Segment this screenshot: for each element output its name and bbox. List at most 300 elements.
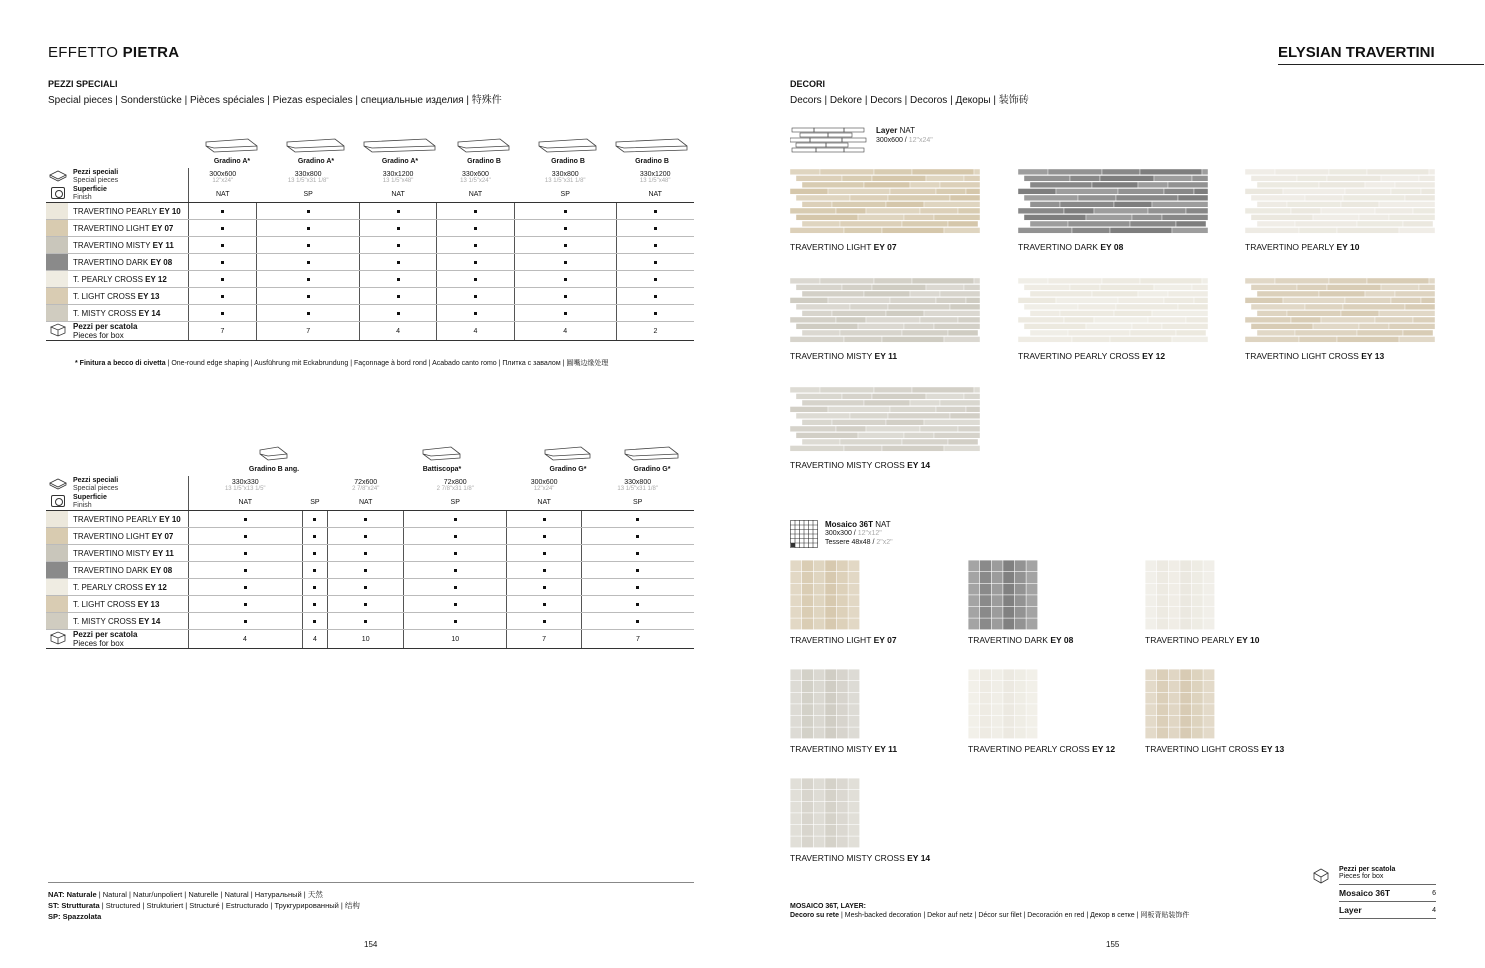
availability-dot (244, 518, 247, 521)
availability-dot (454, 518, 457, 521)
mosaic-tessere-inch: 2"x2" (876, 539, 893, 546)
piece-drawing (543, 444, 593, 462)
legend-abbr: SP: Spazzolata (48, 912, 102, 921)
availability-dot (543, 586, 546, 589)
availability-dot (474, 312, 477, 315)
mosaic-grid-icon (790, 520, 818, 548)
tile-name: TRAVERTINO MISTY CROSS (790, 853, 908, 863)
color-label: TRAVERTINO PEARLY (73, 206, 160, 216)
legend-line (48, 900, 694, 911)
row-icon-cell (46, 168, 70, 186)
availability-dot (364, 620, 367, 623)
piece-name: Gradino A* (297, 158, 335, 165)
availability-cell (188, 596, 302, 613)
row-label-it: Pezzi per scatola (73, 322, 138, 331)
size-cell (302, 476, 328, 494)
availability-cell (404, 596, 507, 613)
pieces-for-box-box (1312, 866, 1437, 919)
swatch-cell (46, 562, 70, 579)
tile-code: EY 11 (874, 744, 898, 754)
finish-legend (48, 882, 694, 922)
piece-name: Gradino G* (633, 466, 671, 473)
tile-name: TRAVERTINO DARK (968, 635, 1051, 645)
size-cell (581, 476, 694, 494)
legend-abbr: ST: Strutturata (48, 901, 100, 910)
availability-cell (257, 254, 359, 271)
tile-name: TRAVERTINO PEARLY (1245, 242, 1337, 252)
availability-dot (636, 552, 639, 555)
row-label-it: Pezzi per scatola (73, 630, 138, 639)
availability-cell (257, 305, 359, 322)
pfb-row (1339, 902, 1436, 919)
step-piece-drawing (285, 136, 347, 154)
finish-cell: SP (581, 494, 694, 511)
pfb-row (1339, 885, 1436, 902)
availability-cell (581, 545, 694, 562)
availability-dot (654, 227, 657, 230)
tile-code: EY 08 (1050, 635, 1074, 645)
swatch-cell (46, 288, 70, 305)
pfb-count: 6 (1429, 885, 1436, 902)
color-row (46, 254, 694, 271)
color-swatch (46, 203, 68, 219)
tile-name: TRAVERTINO PEARLY (1145, 635, 1237, 645)
special-pieces-table-1 (46, 168, 694, 341)
swatch-cell (46, 237, 70, 254)
color-label: TRAVERTINO MISTY (73, 240, 153, 250)
availability-dot (221, 244, 224, 247)
size-inch: 12"x24" (533, 485, 555, 492)
finish-icon (51, 187, 65, 199)
pfb-title: Pezzi per scatola (1339, 866, 1396, 873)
table1-column-head (526, 136, 610, 165)
mosaic-tile-image (1145, 669, 1215, 739)
availability-cell (507, 579, 581, 596)
box-count-cell: 4 (188, 630, 302, 649)
availability-cell (257, 220, 359, 237)
availability-cell (257, 288, 359, 305)
availability-cell (302, 579, 328, 596)
row-label (70, 630, 188, 649)
row-label (70, 168, 188, 186)
color-row (46, 596, 694, 613)
layer-tile-caption (1245, 242, 1360, 252)
legend-line (48, 889, 694, 900)
availability-cell (616, 237, 694, 254)
availability-cell (507, 613, 581, 630)
color-label: T. MISTY CROSS (73, 616, 139, 626)
color-code: EY 10 (159, 206, 181, 216)
row-label-en: Special pieces (73, 485, 119, 492)
availability-cell (328, 596, 404, 613)
row-icon-cell (46, 322, 70, 341)
availability-cell (616, 220, 694, 237)
size-cell (616, 168, 694, 186)
color-name (70, 613, 188, 630)
table1-column-head (190, 136, 274, 165)
mosaic-finish: NAT (873, 520, 891, 529)
tile-name: TRAVERTINO MISTY (790, 744, 875, 754)
mosaic-note-rest: | Mesh-backed decoration | Dekor auf netz | Décor sur filet | Decoración en red | Декор в сетке | 网板背贴装饰件 (839, 912, 1190, 919)
legend-line (48, 911, 694, 922)
page-number-right: 155 (1106, 940, 1120, 949)
availability-dot (474, 210, 477, 213)
box-row (46, 322, 694, 341)
color-name (70, 545, 188, 562)
availability-dot (543, 518, 546, 521)
size-inch: 13 1/5"x24" (460, 177, 491, 184)
mosaic-tile-image (790, 778, 860, 848)
availability-cell (188, 288, 257, 305)
availability-dot (307, 261, 310, 264)
row-label-en: Pieces for box (73, 639, 124, 648)
availability-dot (474, 244, 477, 247)
swatch-cell (46, 596, 70, 613)
color-row (46, 613, 694, 630)
size-cell (507, 476, 581, 494)
availability-cell (437, 203, 514, 220)
availability-dot (397, 261, 400, 264)
availability-cell (359, 203, 437, 220)
pieces-row (46, 476, 694, 494)
availability-cell (437, 220, 514, 237)
tile-code: EY 07 (873, 242, 897, 252)
color-row (46, 528, 694, 545)
availability-dot (307, 227, 310, 230)
availability-cell (437, 288, 514, 305)
piece-drawing (623, 444, 681, 462)
size-mm: 330x800 (624, 478, 652, 486)
color-label: T. MISTY CROSS (73, 308, 139, 318)
row-label-it: Superficie (73, 494, 107, 501)
table2-column-head (358, 444, 526, 473)
availability-dot (654, 278, 657, 281)
legend-abbr: NAT: Naturale (48, 890, 97, 899)
size-mm: 300x600 (209, 170, 237, 178)
color-code: EY 11 (152, 240, 174, 250)
availability-dot (244, 603, 247, 606)
color-label: TRAVERTINO LIGHT (73, 223, 152, 233)
size-inch: 13 1/5"x48" (639, 177, 671, 184)
box-icon (49, 322, 67, 338)
swatch-cell (46, 545, 70, 562)
availability-cell (514, 203, 616, 220)
row-label-it: Pezzi speciali (73, 477, 119, 484)
size-cell (437, 168, 514, 186)
availability-dot (307, 210, 310, 213)
availability-cell (359, 254, 437, 271)
finish-note (75, 358, 608, 368)
availability-dot (454, 569, 457, 572)
tile-name: TRAVERTINO DARK (1018, 242, 1101, 252)
availability-dot (564, 210, 567, 213)
tile-code: EY 14 (907, 853, 931, 863)
color-row (46, 203, 694, 220)
piece-icon (49, 168, 67, 184)
availability-cell (188, 579, 302, 596)
color-row (46, 579, 694, 596)
piece-name: Gradino B ang. (248, 466, 300, 473)
color-swatch (46, 220, 68, 236)
finish-cell: NAT (188, 186, 257, 203)
availability-cell (616, 271, 694, 288)
mosaic-tile-caption (968, 635, 1073, 645)
availability-dot (307, 295, 310, 298)
availability-dot (543, 535, 546, 538)
size-inch: 13 1/5"x31 1/8" (544, 177, 586, 184)
section-subtitle: Special pieces | Sonderstücke | Pièces spéciales | Piezas especiales | специальные изделия | 特殊件 (48, 95, 502, 106)
box-count-cell: 4 (514, 322, 616, 341)
availability-dot (636, 535, 639, 538)
mosaic-tile-caption (790, 744, 897, 754)
box-count-cell: 7 (581, 630, 694, 649)
color-swatch (46, 579, 68, 595)
color-row (46, 511, 694, 528)
layer-tile-caption (1245, 351, 1384, 361)
availability-cell (404, 613, 507, 630)
availability-dot (564, 278, 567, 281)
availability-dot (454, 603, 457, 606)
availability-cell (581, 528, 694, 545)
title-bold: PIETRA (122, 44, 180, 61)
row-icon-cell (46, 630, 70, 649)
availability-cell (514, 288, 616, 305)
note-bold: * Finitura a becco di civetta (75, 360, 166, 367)
availability-dot (221, 278, 224, 281)
availability-dot (654, 210, 657, 213)
box-row (46, 630, 694, 649)
size-inch: 2 7/8"x31 1/8" (436, 485, 474, 492)
layer-tile-caption (790, 460, 930, 470)
color-name (70, 254, 188, 271)
row-icon-cell (46, 186, 70, 203)
color-swatch (46, 596, 68, 612)
availability-dot (221, 210, 224, 213)
availability-cell (188, 237, 257, 254)
color-code: EY 14 (138, 616, 161, 626)
availability-cell (437, 305, 514, 322)
page-title-left (48, 44, 179, 61)
color-code: EY 08 (150, 565, 173, 575)
color-row (46, 271, 694, 288)
availability-dot (454, 620, 457, 623)
row-label-en: Special pieces (73, 177, 119, 184)
section-title: DECORI (790, 79, 826, 89)
availability-cell (257, 203, 359, 220)
table1-column-head (274, 136, 358, 165)
availability-dot (636, 620, 639, 623)
availability-cell (359, 271, 437, 288)
row-icon-cell (46, 476, 70, 494)
availability-dot (364, 586, 367, 589)
availability-cell (514, 220, 616, 237)
tile-name: TRAVERTINO MISTY (790, 351, 875, 361)
availability-cell (616, 203, 694, 220)
tile-name: TRAVERTINO MISTY CROSS (790, 460, 908, 470)
availability-cell (359, 237, 437, 254)
availability-cell (404, 528, 507, 545)
color-name (70, 528, 188, 545)
availability-dot (364, 518, 367, 521)
availability-cell (359, 220, 437, 237)
availability-cell (507, 562, 581, 579)
swatch-cell (46, 305, 70, 322)
layer-tile-image (790, 167, 982, 237)
size-inch: 12"x24" (212, 177, 234, 184)
availability-cell (257, 237, 359, 254)
box-count-cell: 7 (188, 322, 257, 341)
availability-cell (581, 511, 694, 528)
row-label-it: Pezzi speciali (73, 169, 119, 176)
availability-dot (636, 603, 639, 606)
availability-cell (188, 511, 302, 528)
availability-cell (359, 288, 437, 305)
left-section-heading (48, 79, 502, 106)
finish-row (46, 186, 694, 203)
availability-dot (474, 295, 477, 298)
tile-code: EY 08 (1100, 242, 1124, 252)
size-mm: 330x600 (462, 170, 489, 178)
availability-cell (581, 613, 694, 630)
color-row (46, 545, 694, 562)
finish-cell: NAT (359, 186, 437, 203)
availability-cell (302, 613, 328, 630)
mosaic-tile-image (968, 669, 1038, 739)
color-label: T. PEARLY CROSS (73, 274, 146, 284)
color-swatch (46, 288, 68, 304)
finish-cell: SP (257, 186, 359, 203)
color-swatch (46, 528, 68, 544)
color-swatch (46, 271, 68, 287)
availability-cell (188, 220, 257, 237)
availability-dot (313, 569, 316, 572)
availability-dot (397, 278, 400, 281)
table1-column-head (610, 136, 694, 165)
tile-code: EY 12 (1142, 351, 1166, 361)
color-name (70, 511, 188, 528)
availability-cell (328, 528, 404, 545)
tile-code: EY 13 (1261, 744, 1285, 754)
tile-name: TRAVERTINO LIGHT CROSS (1145, 744, 1262, 754)
availability-cell (507, 596, 581, 613)
availability-cell (188, 305, 257, 322)
mosaic-inch: 12"x12" (857, 530, 882, 537)
table1-column-head (442, 136, 526, 165)
availability-dot (397, 312, 400, 315)
step-piece-drawing (204, 136, 260, 154)
swatch-cell (46, 511, 70, 528)
availability-dot (364, 535, 367, 538)
box-icon (1312, 867, 1330, 885)
size-mm: 330x1200 (382, 170, 414, 178)
mosaic-tile-image (790, 560, 860, 630)
availability-dot (221, 227, 224, 230)
color-label: TRAVERTINO MISTY (73, 548, 153, 558)
size-inch: 13 1/5"x31 1/8" (617, 485, 658, 492)
availability-cell (359, 305, 437, 322)
finish-row (46, 494, 694, 511)
availability-dot (244, 535, 247, 538)
page-number-left: 154 (364, 940, 378, 949)
tile-code: EY 12 (1092, 744, 1116, 754)
availability-dot (454, 552, 457, 555)
finish-cell: SP (514, 186, 616, 203)
color-code: EY 13 (137, 599, 160, 609)
availability-dot (636, 569, 639, 572)
tile-name: TRAVERTINO PEARLY CROSS (968, 744, 1093, 754)
step-piece-drawing (614, 136, 690, 154)
availability-dot (313, 586, 316, 589)
layer-tile-image (1245, 167, 1437, 237)
color-code: EY 12 (145, 274, 167, 284)
layer-size: 300x600 / (876, 137, 909, 144)
availability-dot (313, 620, 316, 623)
piece-name: Gradino A* (381, 158, 419, 165)
color-name (70, 579, 188, 596)
mosaic-note-bold: Decoro su rete (790, 912, 840, 919)
size-inch: 13 1/5"x31 1/8" (287, 177, 329, 184)
section-title: PEZZI SPECIALI (48, 79, 118, 89)
size-mm: 72x800 (443, 478, 467, 486)
availability-cell (188, 613, 302, 630)
availability-dot (221, 312, 224, 315)
layer-inch: 12"x24" (908, 137, 933, 144)
color-name (70, 288, 188, 305)
availability-dot (474, 278, 477, 281)
size-inch: 13 1/5"x48" (382, 177, 414, 184)
availability-dot (636, 518, 639, 521)
color-code: EY 08 (150, 257, 173, 267)
color-label: TRAVERTINO DARK (73, 565, 151, 575)
color-code: EY 11 (152, 548, 174, 558)
row-icon-cell (46, 494, 70, 511)
row-label (70, 476, 188, 494)
availability-dot (244, 586, 247, 589)
color-code: EY 10 (159, 514, 181, 524)
mosaic-tile-image (968, 560, 1038, 630)
swatch-cell (46, 220, 70, 237)
color-swatch (46, 305, 68, 321)
availability-dot (364, 603, 367, 606)
box-icon (49, 630, 67, 646)
availability-cell (616, 254, 694, 271)
tile-code: EY 14 (907, 460, 931, 470)
table2-column-head (610, 444, 694, 473)
piece-name: Gradino A* (213, 158, 251, 165)
layer-tile-caption (1018, 351, 1165, 361)
page-title-right: ELYSIAN TRAVERTINI (1278, 44, 1484, 65)
row-label (70, 186, 188, 203)
color-name (70, 203, 188, 220)
color-swatch (46, 511, 68, 527)
availability-cell (404, 579, 507, 596)
color-row (46, 237, 694, 254)
color-label: T. LIGHT CROSS (73, 291, 138, 301)
availability-dot (636, 586, 639, 589)
availability-cell (514, 254, 616, 271)
availability-cell (328, 613, 404, 630)
mosaic-note (790, 902, 1189, 920)
availability-dot (307, 244, 310, 247)
availability-dot (244, 569, 247, 572)
availability-dot (564, 227, 567, 230)
size-cell (514, 168, 616, 186)
availability-cell (507, 511, 581, 528)
mosaic-note-title: MOSAICO 36T, LAYER: (790, 903, 866, 910)
size-cell (188, 476, 302, 494)
availability-cell (328, 579, 404, 596)
swatch-cell (46, 613, 70, 630)
